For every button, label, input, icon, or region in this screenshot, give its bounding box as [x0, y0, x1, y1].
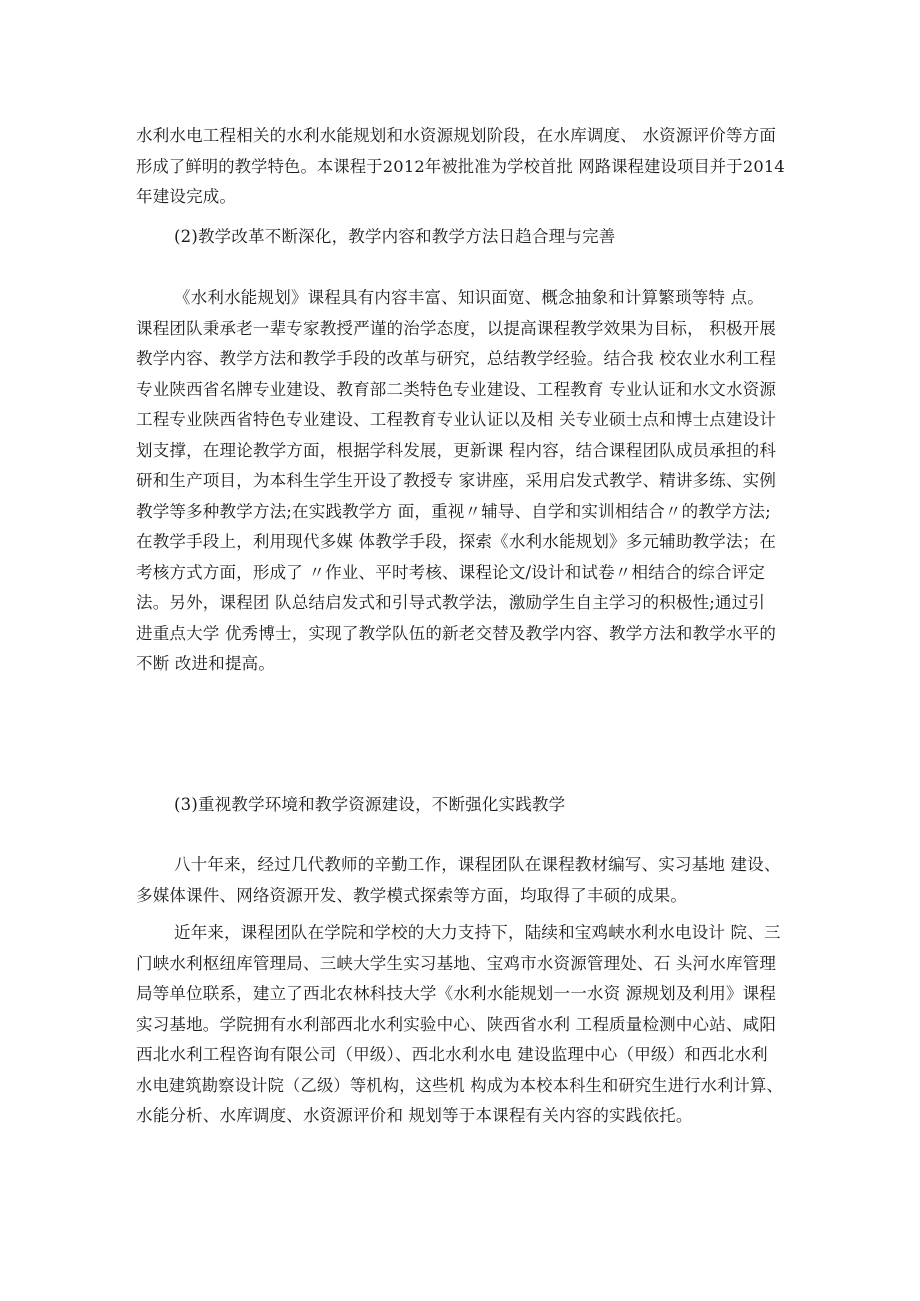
- text-line: 形成了鲜明的教学特色。本课程于2012年被批准为学校首批 网路课程建设项目并于2014: [136, 156, 785, 176]
- text-line: 在教学手段上，利用现代多媒 体教学手段，探索《水利水能规划》多元辅助教学法；在: [136, 532, 777, 551]
- text-line: 水利水电工程相关的水利水能规划和水资源规划阶段，在水库调度、 水资源评价等方面: [136, 126, 777, 145]
- text-line: 局等单位联系，建立了西北农林科技大学《水利水能规划一一水资 源规划及利用》课程: [136, 984, 777, 1003]
- text-line: 水电建筑勘察设计院（乙级）等机构，这些机 构成为本校本科生和研究生进行水利计算、: [136, 1075, 783, 1095]
- text-line: 法。另外，课程团 队总结启发式和引导式教学法，激励学生自主学习的积极性;通过引: [136, 593, 766, 612]
- text-line: 门峡水利枢纽库管理局、三峡大学生实习基地、宝鸡市水资源管理处、石 头河水库管理: [136, 953, 777, 973]
- text-line: 年建设完成。: [136, 187, 237, 206]
- section-heading-2: [136, 222, 792, 253]
- text-line: 教学内容、教学方法和教学手段的改革与研究，总结教学经验。结合我 校农业水利工程: [136, 349, 777, 368]
- text-line: 多媒体课件、网络资源开发、教学模式探索等方面，均取得了丰硕的成果。: [136, 885, 688, 905]
- text-line: 专业陕西省名牌专业建设、教育部二类特色专业建设、工程教育 专业认证和水文水资源: [136, 379, 777, 399]
- section-heading-3: [136, 790, 792, 821]
- paragraph-4: [136, 918, 792, 1132]
- paragraph-2: [136, 283, 792, 680]
- text-line: 进重点大学 优秀博士，实现了教学队伍的新老交替及教学内容、教学方法和教学水平的: [136, 623, 777, 643]
- text-line: 研和生产项目，为本科生学生开设了教授专 家讲座，采用启发式教学、精讲多练、实例: [136, 471, 777, 490]
- heading-line: (2)教学改革不断深化，教学内容和教学方法日趋合理与完善: [174, 227, 616, 246]
- paragraph-1: [136, 121, 792, 213]
- paragraph-3: [136, 850, 792, 911]
- text-line: 西北水利工程咨询有限公司（甲级）、西北水利水电 建设监理中心（甲级）和西北水利: [136, 1045, 768, 1064]
- text-line: 课程团队秉承老一辈专家教授严谨的治学态度，以提高课程教学效果为目标， 积极开展: [136, 318, 777, 338]
- text-line: 水能分析、水库调度、水资源评价和 规划等于本课程有关内容的实践依托。: [136, 1106, 693, 1125]
- text-line: 近年来，课程团队在学院和学校的大力支持下，陆续和宝鸡峡水利水电设计 院、三: [174, 923, 781, 942]
- text-line: 划支撑，在理论教学方面，根据学科发展，更新课 程内容，结合课程团队成员承担的科: [136, 440, 777, 460]
- text-line: 八十年来，经过几代教师的辛勤工作，课程团队在课程教材编写、实习基地 建设、: [174, 855, 781, 874]
- text-line: 工程专业陕西省特色专业建设、工程教育专业认证以及相 关专业硕士点和博士点建设计: [136, 410, 777, 429]
- text-line: 实习基地。学院拥有水利部西北水利实验中心、陕西省水利 工程质量检测中心站、咸阳: [136, 1014, 777, 1034]
- text-line: 教学等多种教学方法;在实践教学方 面，重视〃辅导、自学和实训相结合〃的教学方法;: [136, 501, 771, 521]
- text-line: 不断 改进和提高。: [136, 654, 276, 673]
- text-line: 《水利水能规划》课程具有内容丰富、知识面宽、概念抽象和计算繁琐等特 点。: [174, 288, 764, 307]
- text-line: 考核方式方面，形成了 〃作业、平时考核、课程论文/设计和试卷〃相结合的综合评定: [136, 562, 766, 582]
- heading-line: (3)重视教学环境和教学资源建设，不断强化实践教学: [174, 795, 566, 814]
